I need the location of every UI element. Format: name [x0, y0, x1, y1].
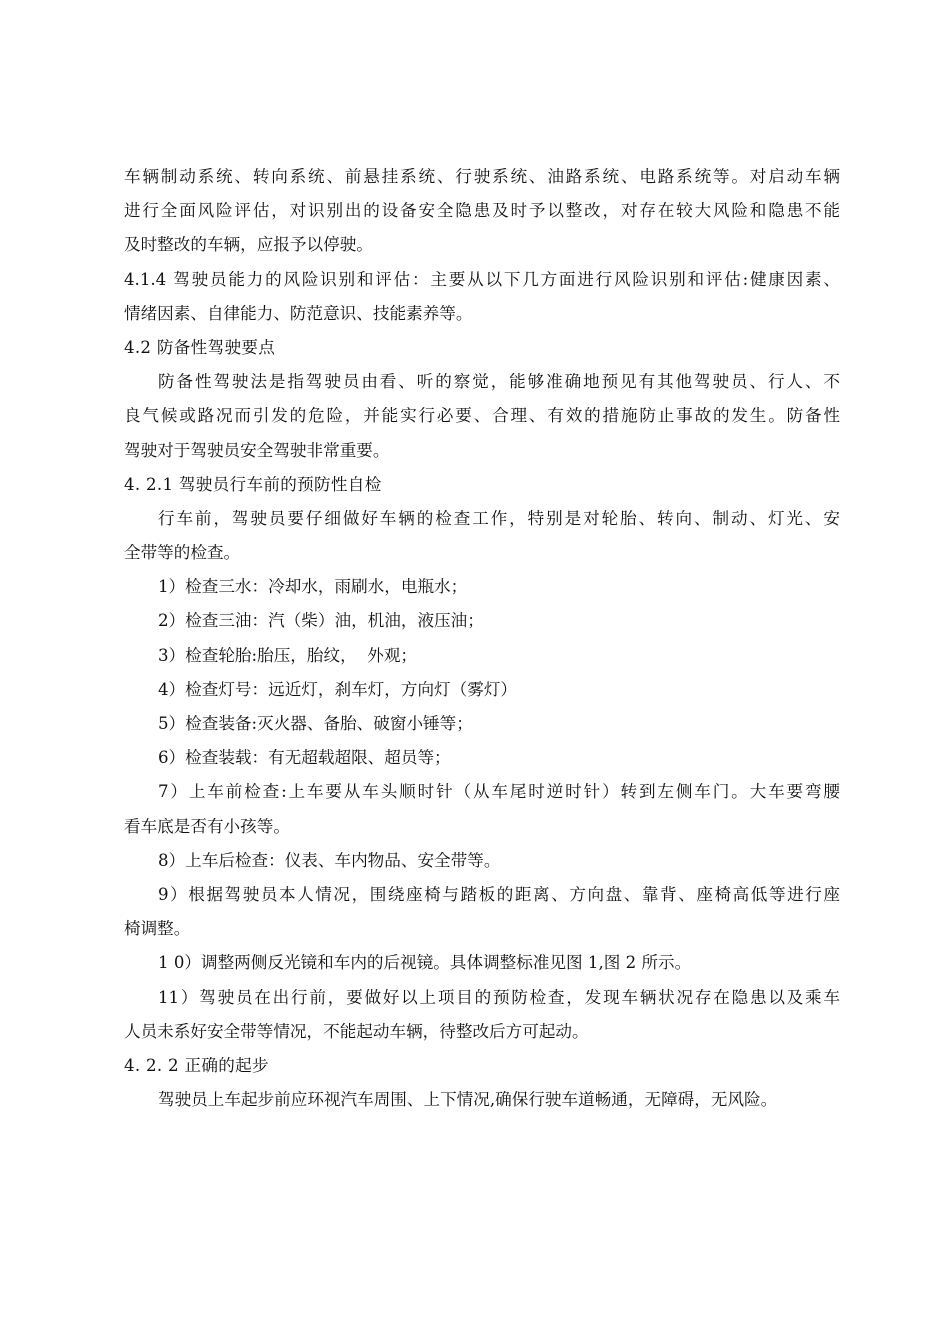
section-heading-4-2-1: 4. 2.1 驾驶员行车前的预防性自检	[124, 474, 382, 494]
list-item: 3）检查轮胎:胎压，胎纹， 外观；	[158, 645, 418, 665]
list-item-continuation: 人员未系好安全带等情况，不能起动车辆，待整改后方可起动。	[124, 1021, 589, 1041]
list-item: 7）上车前检查:上车要从车头顺时针（从车尾时逆时针）转到左侧车门。大车要弯腰	[158, 782, 840, 802]
paragraph-line: 车辆制动系统、转向系统、前悬挂系统、行驶系统、油路系统、电路系统等。对启动车辆	[124, 167, 840, 186]
section-heading-4-2-2: 4. 2. 2 正确的起步	[124, 1055, 269, 1075]
paragraph-line: 全带等的检查。	[124, 543, 241, 563]
list-item-continuation: 看车底是否有小孩等。	[124, 816, 290, 836]
paragraph-line: 及时整改的车辆，应报予以停驶。	[124, 235, 373, 255]
paragraph-line: 行车前，驾驶员要仔细做好车辆的检查工作，特别是对轮胎、转向、制动、灯光、安	[158, 508, 840, 528]
list-item-continuation: 椅调整。	[124, 919, 191, 939]
list-item: 1 0）调整两侧反光镜和车内的后视镜。具体调整标准见图 1,图 2 所示。	[158, 953, 692, 973]
list-item: 6）检查装载：有无超载超限、超员等；	[158, 748, 451, 768]
list-item: 8）上车后检查：仪表、车内物品、安全带等。	[158, 850, 501, 870]
list-item: 4）检查灯号：远近灯，刹车灯，方向灯（雾灯）	[158, 679, 518, 699]
list-item: 9）根据驾驶员本人情况，围绕座椅与踏板的距离、方向盘、靠背、座椅高低等进行座	[158, 884, 840, 904]
list-item: 11）驾驶员在出行前，要做好以上项目的预防检查，发现车辆状况存在隐患以及乘车	[158, 987, 840, 1007]
paragraph-line: 进行全面风险评估，对识别出的设备安全隐患及时予以整改，对存在较大风险和隐患不能	[124, 201, 840, 221]
list-item: 5）检查装备:灭火器、备胎、破窗小锤等；	[158, 714, 473, 733]
document-page	[124, 160, 840, 1117]
list-item: 1）检查三水：冷却水，雨刷水，电瓶水；	[158, 577, 468, 597]
paragraph-line: 良气候或路况而引发的危险，并能实行必要、合理、有效的措施防止事故的发生。防备性	[124, 406, 840, 426]
section-heading-4-2: 4.2 防备性驾驶要点	[124, 337, 276, 357]
paragraph-line: 驾驶员上车起步前应环视汽车周围、上下情况,确保行驶车道畅通，无障碍，无风险。	[158, 1090, 778, 1110]
paragraph-line: 防备性驾驶法是指驾驶员由看、听的察觉，能够准确地预见有其他驾驶员、行人、不	[158, 372, 840, 392]
section-4-1-4-line: 4.1.4 驾驶员能力的风险识别和评估：主要从以下几方面进行风险识别和评估:健康因素、	[124, 269, 840, 289]
paragraph-line: 驾驶对于驾驶员安全驾驶非常重要。	[124, 440, 390, 460]
list-item: 2）检查三油：汽（柴）油，机油，液压油；	[158, 611, 484, 631]
section-4-1-4-line: 情绪因素、自律能力、防范意识、技能素养等。	[124, 303, 473, 323]
